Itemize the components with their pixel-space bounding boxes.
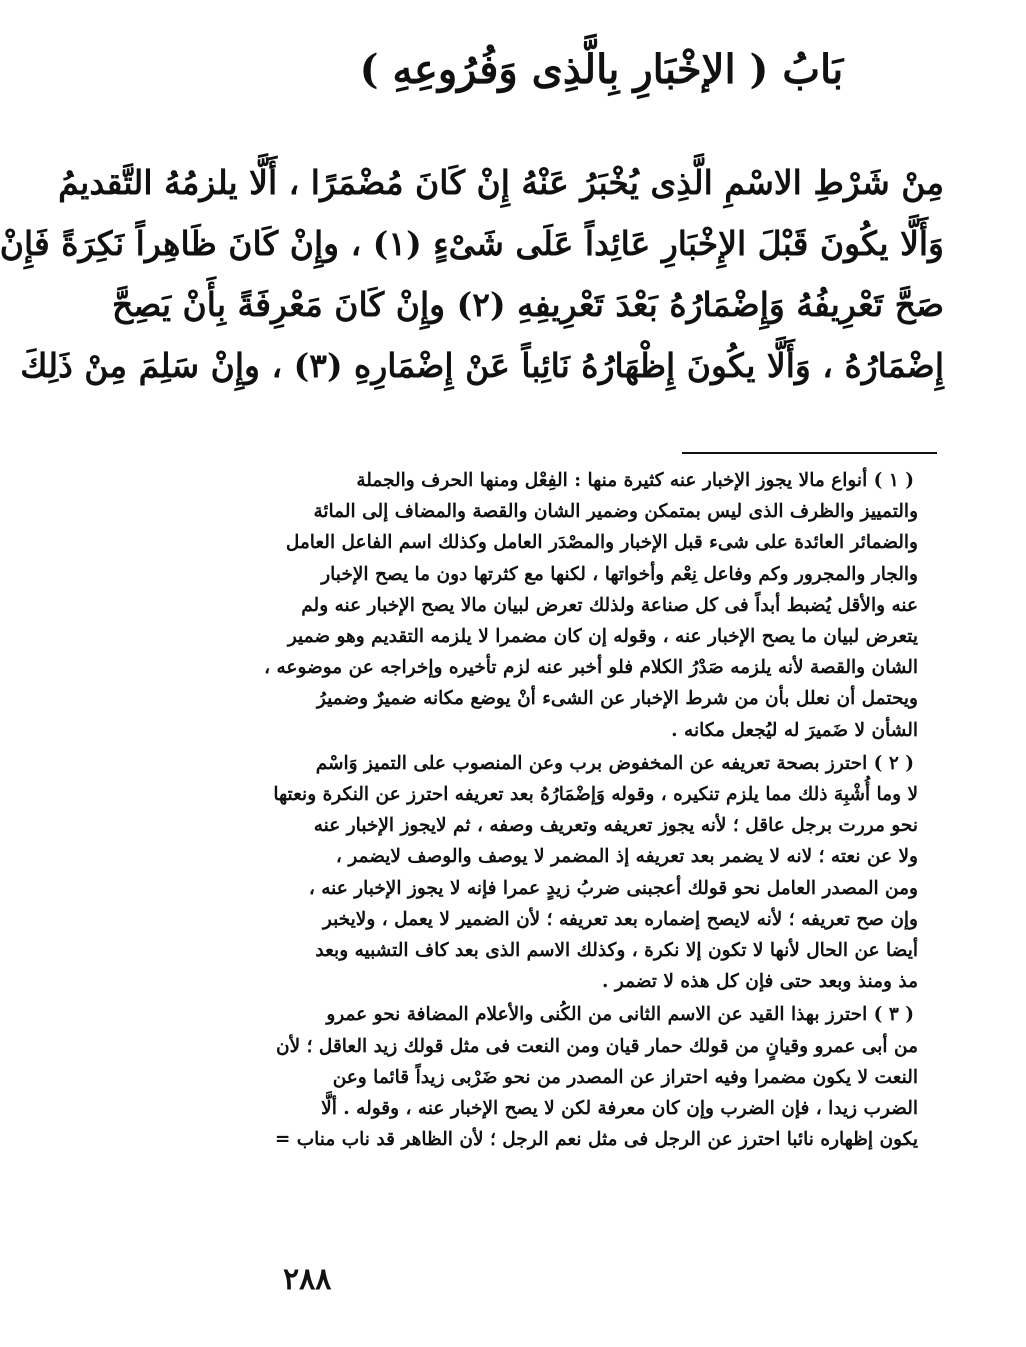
footnote-line: والضمائر العائدة على شىء قبل الإخبار والمصْدَر العامل وكذلك اسم الفاعل العامل — [285, 532, 918, 554]
footnote-separator — [682, 452, 937, 454]
footnote-line: أيضا عن الحال لأنها لا تكون إلا نكرة ، وكذلك الاسم الذى بعد كاف التشبيه وبعد — [315, 940, 918, 962]
footnote-line: والجار والمجرور وكم وفاعل نِعْم وأخواتها ، لكنها مع كثرتها دون ما يصح الإخبار — [321, 563, 918, 585]
footnote-line: الضرب زيدا ، فإن الضرب وإن كان معرفة لكن لا يصح الإخبار عنه ، وقوله . ألَّا — [321, 1098, 918, 1120]
footnote-line: يكون إظهاره نائبا احترز عن الرجل فى مثل نعم الرجل ؛ لأن الظاهر قد ناب مناب = — [274, 1129, 918, 1151]
footnote-line: ( ٣ ) احترز بهذا القيد عن الاسم الثانى من الكُنى والأعلام المضافة نحو عمرو — [326, 1004, 914, 1026]
footnote-line: والتمييز والظرف الذى ليس بمتمكن وضمير الشان والقصة والمضاف إلى المائة — [313, 501, 918, 523]
footnote-line: عنه والأقل يُضبط أبداً فى كل صناعة ولذلك تعرض لبيان مالا يصح الإخبار عنه ولم — [301, 594, 918, 616]
footnote-line: ( ١ ) أنواع مالا يجوز الإخبار عنه كثيرة منها : الفِعْل ومنها الحرف والجملة — [356, 470, 914, 491]
footnote-line: ويحتمل أن نعلل بأن من شرط الإخبار عن الشىء أنْ يوضع مكانه ضميرٌ وضميرُ — [316, 688, 918, 710]
main-text-line: مِنْ شَرْطِ الاسْمِ الَّذِى يُخْبَرُ عَنْهُ إِنْ كَانَ مُضْمَرًا ، أَلَّا يلزمُهُ التَّقديمُ — [58, 163, 944, 202]
chapter-title: بَابُ ( الإخْبَارِ بِالَّذِى وَفُرُوعِهِ ) — [359, 46, 844, 93]
page-number: ٢٨٨ — [283, 1262, 332, 1297]
main-text-line: صَحَّ تَعْرِيفُهُ وَإِضْمَارُهُ بَعْدَ تَعْرِيفِهِ (٢) وإِنْ كَانَ مَعْرِفَةً بِأَنْ يَصِحَّ — [111, 285, 944, 324]
footnote-line: نحو مررت برجل عاقل ؛ لأنه يجوز تعريفه وتعريف وصفه ، ثم لايجوز الإخبار عنه — [313, 815, 918, 837]
footnote-line: وإن صح تعريفه ؛ لأنه لايصح إضماره بعد تعريفه ؛ لأن الضمير لا يعمل ، ولايخبر — [322, 908, 918, 930]
footnote-line: لا وما أُشْبِهَ ذلك مما يلزم تنكيره ، وقوله وَإضْمَارُهُ بعد تعريفه احترز عن النكرة ونعتها — [273, 784, 918, 806]
footnote-line: من أبى عمرو وقيانٍ من قولك حمار قيان ومن النعت فى مثل قولك زيد العاقل ؛ لأن — [276, 1035, 918, 1057]
footnote-line: يتعرض لبيان ما يصح الإخبار عنه ، وقوله إن كان مضمرا لا يلزمه التقديم وهو ضمير — [287, 626, 918, 648]
footnote-2 — [273, 748, 918, 998]
footnote-line: ولا عن نعته ؛ لانه لا يضمر بعد تعريفه إذ المضمر لا يوصف والوصف لايضمر ، — [335, 846, 918, 868]
main-text — [0, 152, 944, 396]
footnotes — [264, 465, 918, 1157]
footnote-line: ( ٢ ) احترز بصحة تعريفه عن المخفوض برب وعن المنصوب على التميز وَاسْم — [315, 752, 914, 774]
footnote-line: الشان والقصة لأنه يلزمه صَدْرُ الكلام فلو أخبر عنه لزم تأخيره وإخراجه عن موضوعه ، — [264, 657, 918, 679]
footnote-line: مذ ومنذ وبعد حتى فإن كل هذه لا تضمر . — [601, 971, 918, 993]
footnote-line: النعت لا يكون مضمرا وفيه احتراز عن المصدر من نحو ضَرْبى زيداً قائما وعن — [332, 1066, 918, 1088]
main-text-line: وَأَلَّا يكُونَ قَبْلَ الإِخْبَارِ عَائِداً عَلَى شَىْءٍ (١) ، وإِنْ كَانَ ظَاهِراً نَكِرَةً فَإِنْ — [0, 224, 944, 263]
footnote-line: الشأن لا ضَميرَ له ليُجعل مكانه . — [671, 719, 918, 741]
footnote-3 — [274, 999, 918, 1155]
footnote-line: ومن المصدر العامل نحو قولك أعجبنى ضربُ زيدٍ عمرا فإنه لا يجوز الإخبار عنه ، — [308, 877, 918, 899]
footnote-1 — [264, 465, 918, 746]
main-text-line: إِضْمَارُهُ ، وَأَلَّا يكُونَ إِظْهَارُهُ نَائِباً عَنْ إِضْمَارِهِ (٣) ، وإِنْ سَلِمَ مِنْ ذَلِكَ — [20, 346, 944, 385]
